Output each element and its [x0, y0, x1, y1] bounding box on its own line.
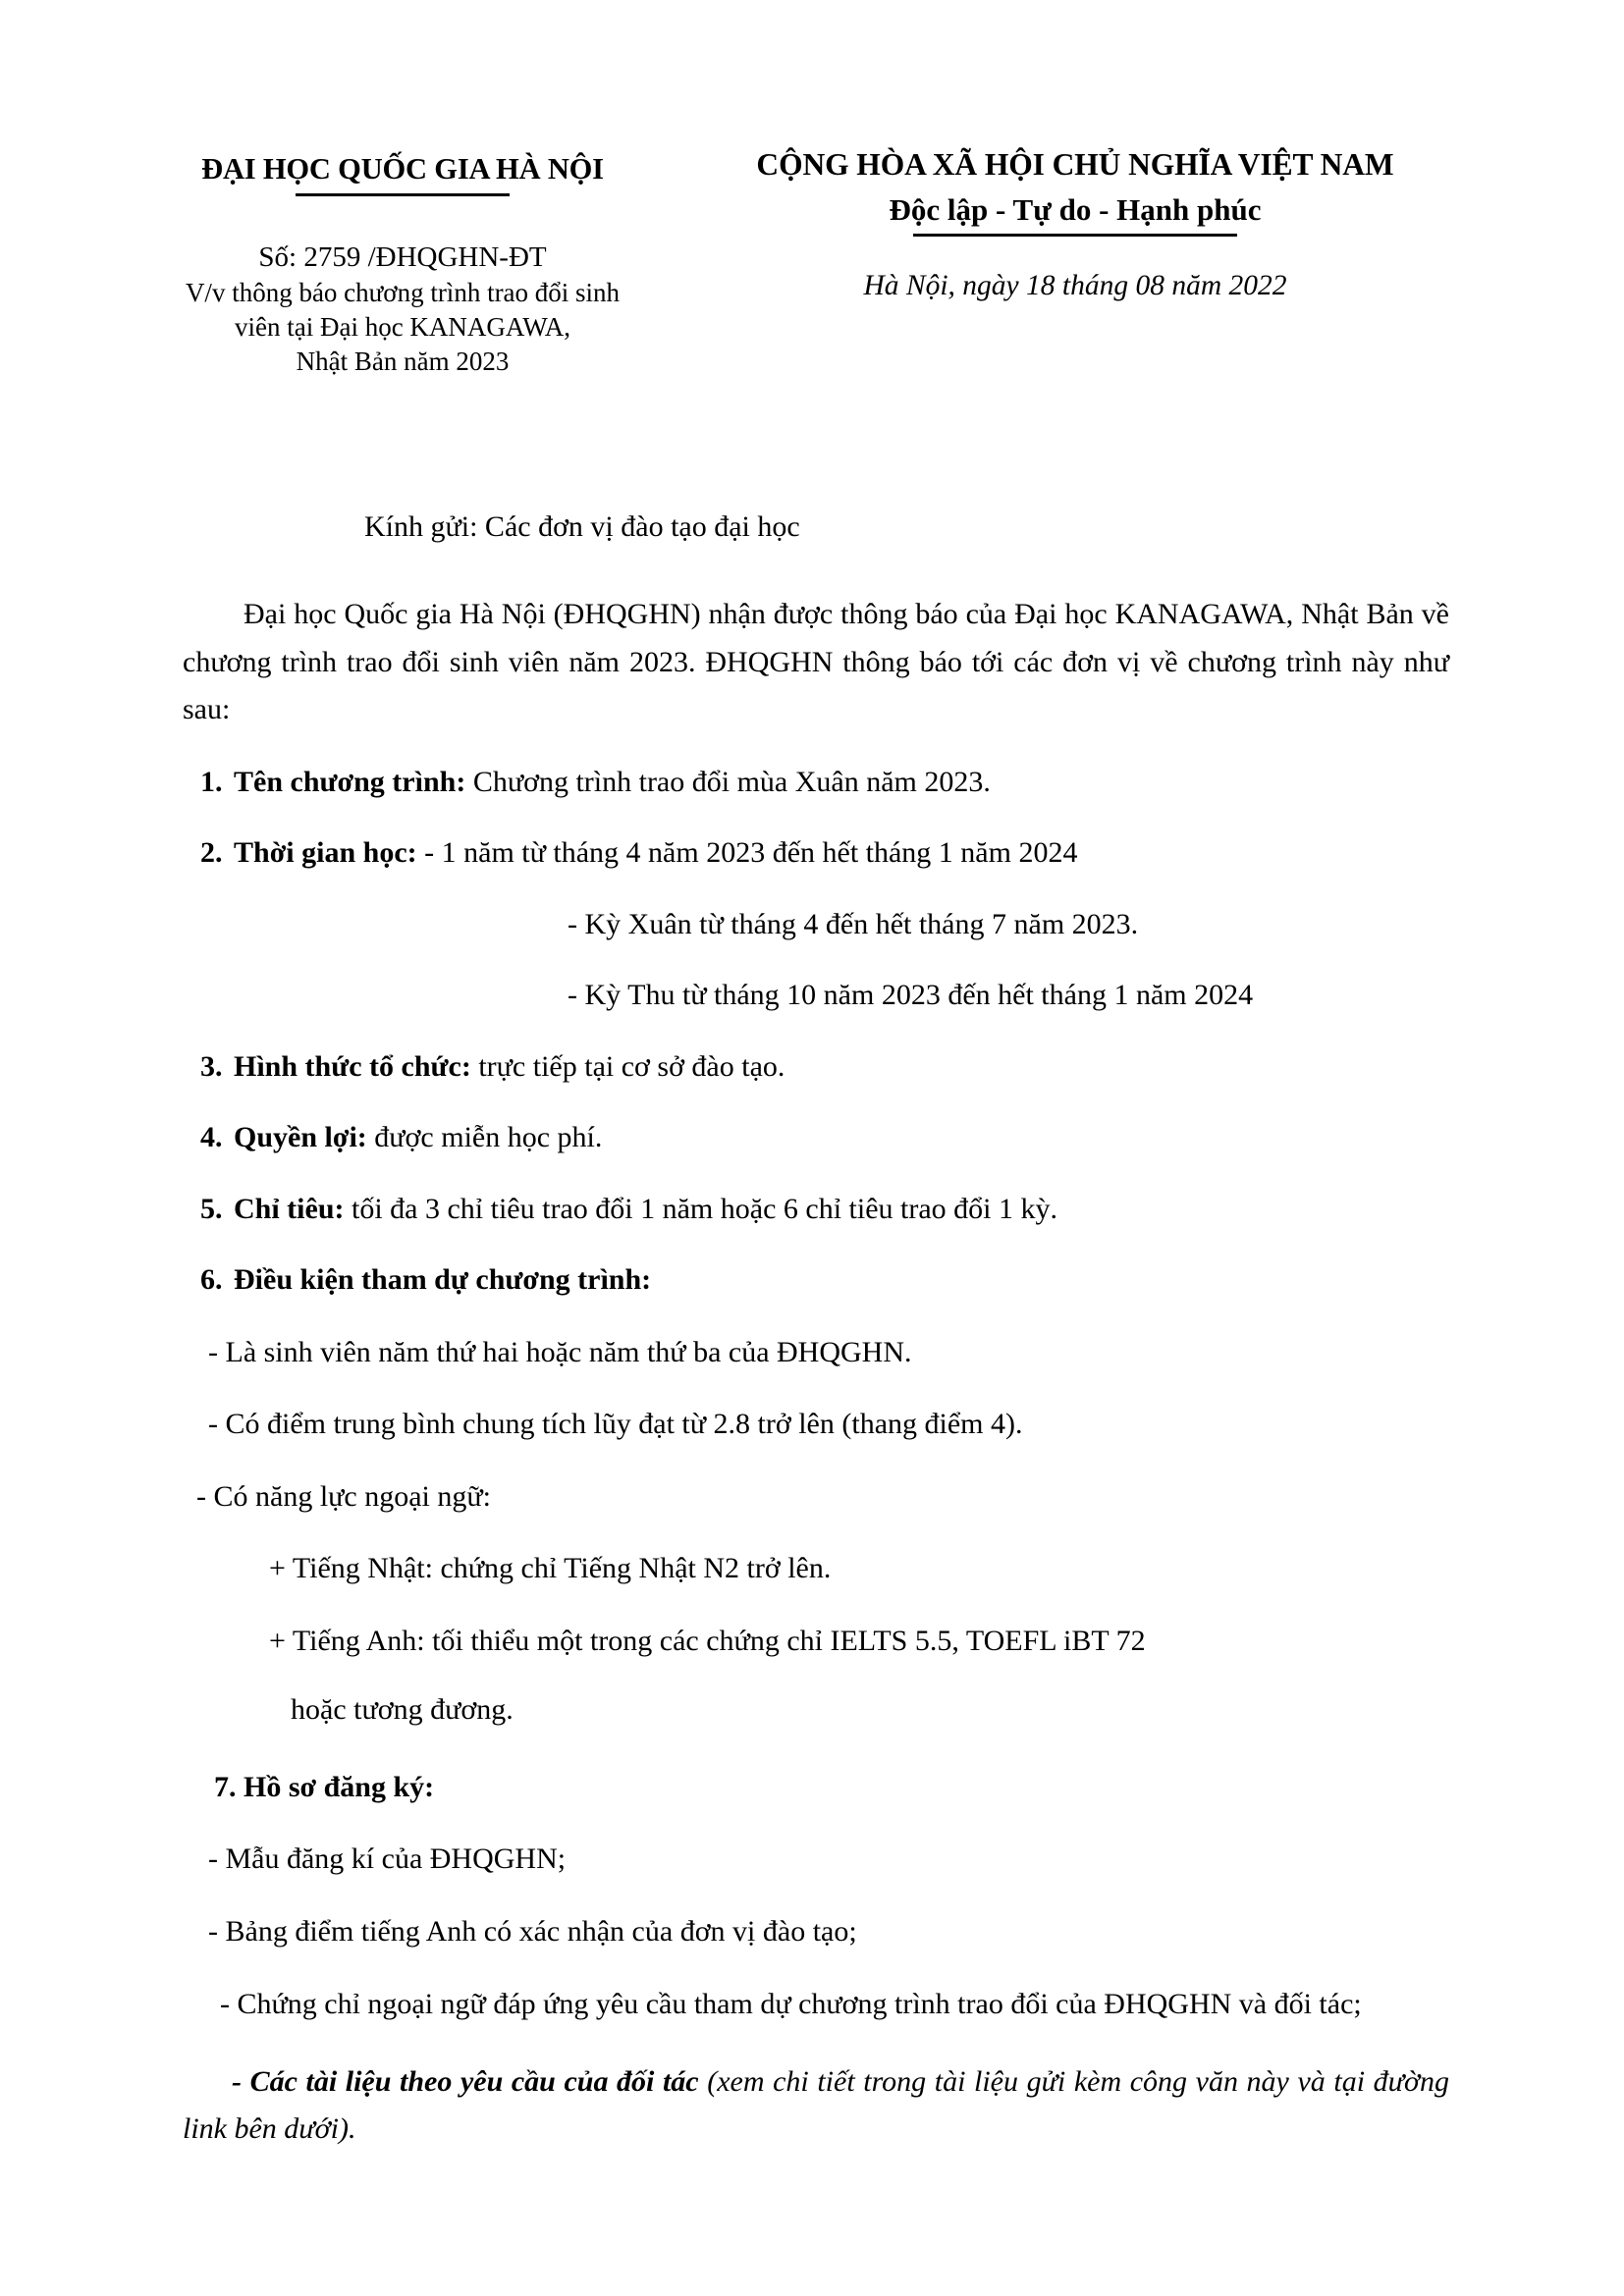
numbered-item-4	[183, 1115, 1449, 1161]
item-text: tối đa 3 chỉ tiêu trao đổi 1 năm hoặc 6 chỉ tiêu trao đổi 1 kỳ.	[344, 1192, 1057, 1225]
item-label: Tên chương trình:	[234, 765, 466, 798]
numbered-item-5	[183, 1187, 1449, 1233]
item-label: Điều kiện tham dự chương trình:	[234, 1263, 652, 1297]
section-7-title: 7. Hồ sơ đăng ký:	[214, 1770, 435, 1803]
final-note-emphasis: - Các tài liệu theo yêu cầu của đối tác	[232, 2064, 699, 2098]
issuing-organization-name: ĐẠI HỌC QUỐC GIA HÀ NỘI	[201, 152, 604, 186]
language-requirement-japanese: + Tiếng Nhật: chứng chỉ Tiếng Nhật N2 trở lên.	[269, 1552, 832, 1585]
document-subject-line-2: viên tại Đại học KANAGAWA,	[234, 312, 570, 343]
dossier-item-3: - Chứng chỉ ngoại ngữ đáp ứng yêu cầu tham dự chương trình trao đổi của ĐHQGHN và đối tác;	[220, 1988, 1362, 2021]
item-2-subline-2: - Kỳ Thu từ tháng 10 năm 2023 đến hết tháng 1 năm 2024	[568, 979, 1254, 1012]
numbered-item-1	[183, 760, 1449, 806]
dossier-item-1: - Mẫu đăng kí của ĐHQGHN;	[208, 1842, 567, 1876]
item-text: Chương trình trao đổi mùa Xuân năm 2023.	[465, 765, 991, 798]
place-and-date: Hà Nội, ngày 18 tháng 08 năm 2022	[863, 270, 1287, 301]
item-number: 4.	[200, 1121, 223, 1154]
document-number: Số: 2759 /ĐHQGHN-ĐT	[258, 241, 547, 274]
document-body	[183, 0, 1449, 2154]
item-text: được miễn học phí.	[366, 1121, 603, 1154]
item-label: Thời gian học:	[234, 836, 417, 870]
item-number: 2.	[200, 836, 223, 870]
item-text: - 1 năm từ tháng 4 năm 2023 đến hết tháng 1 năm 2024	[416, 836, 1078, 870]
final-note-paragraph	[183, 2058, 1449, 2154]
language-requirement-english-continued: hoặc tương đương.	[291, 1693, 514, 1727]
national-motto: Độc lập - Tự do - Hạnh phúc	[889, 192, 1262, 228]
condition-item-2: - Có điểm trung bình chung tích lũy đạt từ 2.8 trở lên (thang điểm 4).	[208, 1408, 1023, 1441]
country-name: CỘNG HÒA XÃ HỘI CHỦ NGHĨA VIỆT NAM	[756, 147, 1394, 182]
item-label: Hình thức tổ chức:	[234, 1049, 471, 1083]
item-text: trực tiếp tại cơ sở đào tạo.	[470, 1049, 785, 1083]
document-subject-line-1: V/v thông báo chương trình trao đổi sinh	[185, 278, 621, 308]
item-number: 6.	[200, 1263, 223, 1297]
dossier-item-2: - Bảng điểm tiếng Anh có xác nhận của đơn vị đào tạo;	[208, 1914, 857, 1948]
item-number: 1.	[200, 765, 223, 798]
item-2-subline-1: - Kỳ Xuân từ tháng 4 đến hết tháng 7 năm 2023.	[568, 907, 1139, 940]
recipient-line: Kính gửi: Các đơn vị đào tạo đại học	[364, 510, 800, 543]
intro-paragraph: Đại học Quốc gia Hà Nội (ĐHQGHN) nhận được thông báo của Đại học KANAGAWA, Nhật Bản về chương trình trao đổi sinh viên năm 2023. ĐHQGHN thông báo tới các đơn vị về chương trình này như sau:	[183, 598, 1449, 726]
numbered-item-3	[183, 1044, 1449, 1091]
numbered-item-6	[183, 1257, 1449, 1304]
item-label: Chỉ tiêu:	[234, 1192, 345, 1225]
document-subject-line-3: Nhật Bản năm 2023	[296, 347, 510, 377]
condition-item-3: - Có năng lực ngoại ngữ:	[196, 1479, 491, 1513]
item-label: Quyền lợi:	[234, 1121, 367, 1154]
final-note-detail: (xem chi tiết trong tài liệu gửi kèm công văn này và tại đường link bên dưới).	[183, 2064, 1450, 2146]
language-requirement-english: + Tiếng Anh: tối thiểu một trong các chứng chỉ IELTS 5.5, TOEFL iBT 72	[269, 1624, 1146, 1657]
item-number: 5.	[200, 1192, 223, 1225]
condition-item-1: - Là sinh viên năm thứ hai hoặc năm thứ ba của ĐHQGHN.	[208, 1335, 912, 1368]
numbered-item-2	[183, 830, 1449, 877]
item-number: 3.	[200, 1049, 223, 1083]
